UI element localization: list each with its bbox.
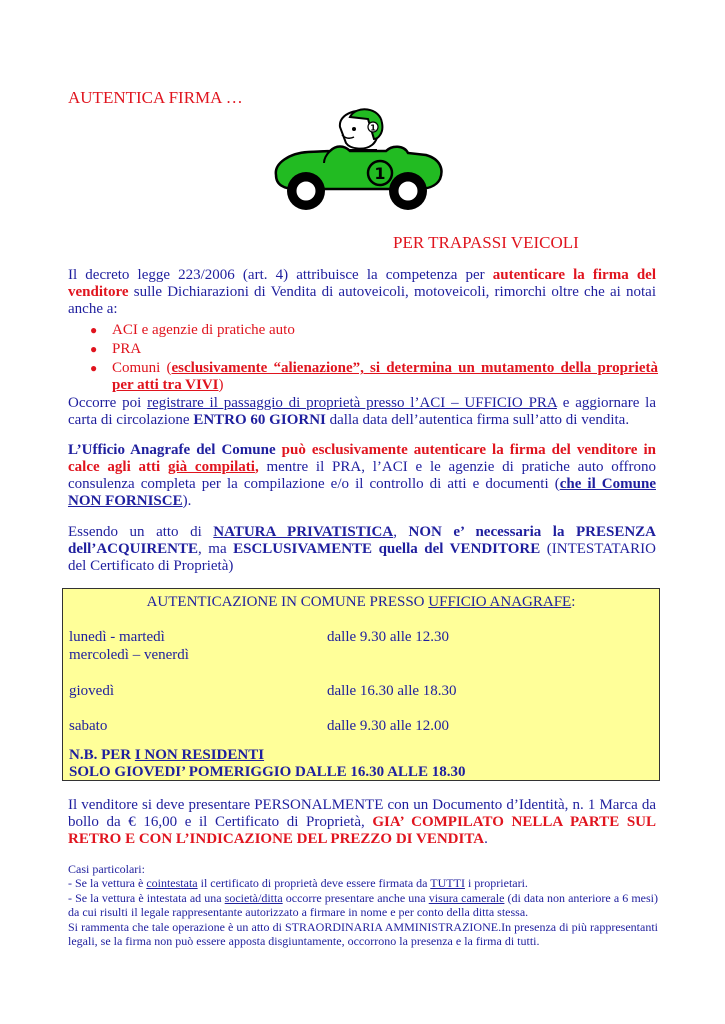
- schedule-day: sabato: [69, 718, 108, 734]
- wheel-icon: [389, 172, 427, 210]
- intro-highlight: autenticare la firma del venditore: [68, 267, 656, 300]
- list-item-label: Comuni (esclusivamente “alienazione”, si determina un mutamento della proprietà per atti tra VIVI): [112, 360, 659, 393]
- nb-note: N.B. PER I NON RESIDENTI: [69, 747, 265, 763]
- intro-paragraph: [68, 267, 656, 318]
- schedule-day: mercoledì – venerdì: [69, 647, 189, 663]
- intro-text-end: sulle Dichiarazioni di Vendita di autoveicoli, motoveicoli, rimorchi oltre che ai notai anche a:: [68, 284, 656, 317]
- registration-paragraph: Occorre poi registrare il passaggio di proprietà presso l’ACI – UFFICIO PRA e aggiornare la carta di circolazione ENTRO 60 GIORNI dalla data dell’autentica firma sull’atto di vendita.: [68, 395, 657, 428]
- natura-paragraph: Essendo un atto di NATURA PRIVATISTICA, NON e’ necessaria la PRESENZA dell’ACQUIRENTE, ma ESCLUSIVAMENTE quella del VENDITORE (INTESTATARIO del Certificato di Proprietà): [68, 524, 657, 574]
- casi-line-straordinaria: Si rammenta che tale operazione è un atto di STRAORDINARIA AMMINISTRAZIONE.In presenza di più rappresentanti legali, se la firma non può essere apposta disgiuntamente, occorrono la presenza e la firma di tutti.: [68, 920, 658, 948]
- office-hours-box: [62, 588, 660, 781]
- race-car-illustration: [268, 105, 448, 215]
- venditore-paragraph: Il venditore si deve presentare PERSONALMENTE con un Documento d’Identità, n. 1 Marca da bollo da € 16,00 e il Certificato di Proprietà, GIA’ COMPILATO NELLA PARTE SUL RETRO E CON L’INDICAZIONE DEL PREZZO DI VENDITA.: [68, 797, 656, 847]
- list-item-label: ACI e agenzie di pratiche auto: [112, 322, 295, 338]
- casi-line-cointestata: - Se la vettura è cointestata il certificato di proprietà deve essere firmata da TUTTI i proprietari.: [68, 876, 528, 890]
- casi-title: Casi particolari:: [68, 862, 145, 876]
- list-item: [90, 322, 660, 339]
- list-item-label: PRA: [112, 341, 142, 357]
- ufficio-paragraph: L’Ufficio Anagrafe del Comune può esclusivamente autenticare la firma del venditore in calce agli atti già compilati, mentre il PRA, l’ACI e le agenzie di pratiche auto offrono consulenza completa per la compilazione e/o il controllo di atti e documenti (che il Comune NON FORNISCE).: [68, 442, 656, 509]
- schedule-hours: dalle 16.30 alle 18.30: [327, 683, 457, 699]
- car-number-text: 1: [374, 164, 386, 183]
- intro-text: Il decreto legge 223/2006 (art. 4) attribuisce la competenza per: [68, 267, 493, 283]
- schedule-hours: dalle 9.30 alle 12.30: [327, 629, 450, 645]
- page-subtitle: PER TRAPASSI VEICOLI: [393, 233, 579, 252]
- page-title: AUTENTICA FIRMA …: [68, 88, 243, 107]
- wheel-icon: [287, 172, 325, 210]
- schedule-hours: dalle 9.30 alle 12.00: [327, 718, 450, 734]
- schedule-day: lunedì - martedì: [69, 629, 165, 645]
- list-item: [90, 360, 660, 394]
- schedule-day: giovedì: [69, 683, 114, 699]
- casi-line-societa: - Se la vettura è intestata ad una società/ditta occorre presentare anche una visura camerale (di data non anteriore a 6 mesi) da cui risulti il legale rappresentante autorizzato a firmare in nome e per conto della ditta stessa.: [68, 891, 659, 919]
- svg-text:1: 1: [370, 123, 376, 133]
- list-item: [90, 341, 660, 358]
- office-hours-title: AUTENTICAZIONE IN COMUNE PRESSO UFFICIO ANAGRAFE:: [146, 594, 576, 610]
- bullet-icon: ●: [90, 323, 98, 337]
- nb-note-line2: SOLO GIOVEDI’ POMERIGGIO DALLE 16.30 ALLE 18.30: [69, 764, 466, 780]
- bullet-icon: ●: [90, 342, 98, 356]
- bullet-icon: ●: [90, 361, 98, 375]
